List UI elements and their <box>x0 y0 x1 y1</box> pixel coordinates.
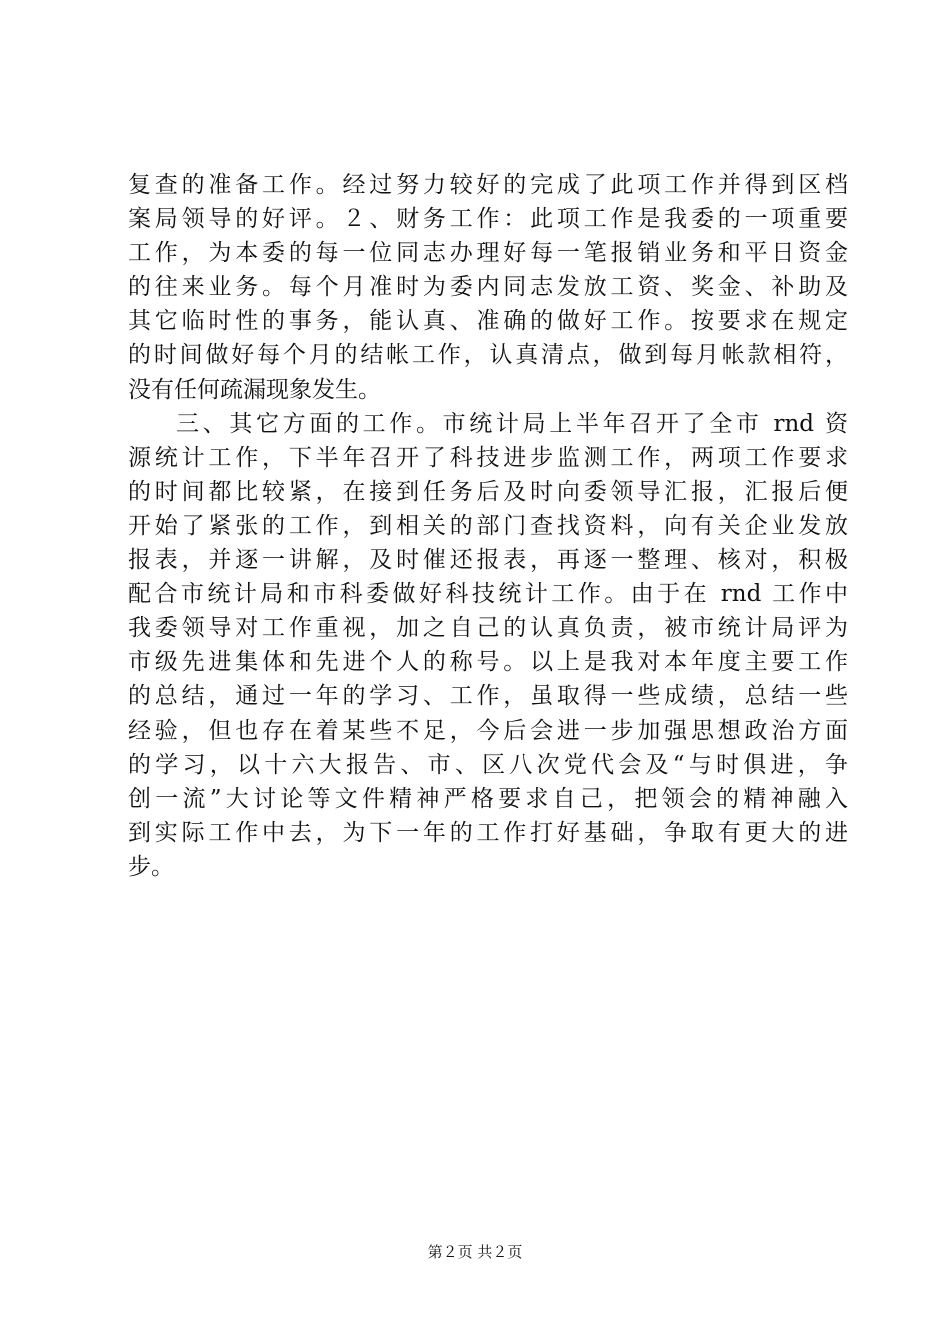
body-line: 开始了紧张的工作，到相关的部门查找资料，向有关企业发放 <box>128 512 848 539</box>
page-footer: 第２页 共２页 <box>427 1243 523 1261</box>
body-line: 的时间都比较紧，在接到任务后及时向委领导汇报，汇报后便 <box>128 478 848 505</box>
body-line: 复查的准备工作。经过努力较好的完成了此项工作并得到区档 <box>128 172 848 198</box>
body-line: 案局领导的好评。２、财务工作：此项工作是我委的一项重要 <box>128 206 848 233</box>
body-line: 到实际工作中去，为下一年的工作打好基础，争取有更大的进 <box>128 819 848 846</box>
body-line: 的往来业务。每个月准时为委内同志发放工资、奖金、补助及 <box>128 274 848 301</box>
body-line: 没有任何疏漏现象发生。 <box>128 376 381 403</box>
body-line: 源统计工作，下半年召开了科技进步监测工作，两项工作要求 <box>128 444 848 471</box>
body-line: 步。 <box>128 853 174 880</box>
body-line: 创一流”大讨论等文件精神严格要求自己，把领会的精神融入 <box>128 785 848 812</box>
body-line: 的时间做好每个月的结帐工作，认真清点，做到每月帐款相符， <box>128 342 848 369</box>
body-line: 工作，为本委的每一位同志办理好每一笔报销业务和平日资金 <box>128 240 848 267</box>
body-line: 配合市统计局和市科委做好科技统计工作。由于在 rnd 工作中 <box>128 581 848 608</box>
body-line: 报表，并逐一讲解，及时催还报表，再逐一整理、核对，积极 <box>128 547 848 574</box>
body-line: 市级先进集体和先进个人的称号。以上是我对本年度主要工作 <box>128 649 848 676</box>
body-line: 其它临时性的事务，能认真、准确的做好工作。按要求在规定 <box>128 308 848 335</box>
body-line: 的总结，通过一年的学习、工作，虽取得一些成绩，总结一些 <box>128 683 848 710</box>
paragraph-start-line: 三、其它方面的工作。市统计局上半年召开了全市 rnd 资 <box>176 410 848 437</box>
body-line: 的学习，以十六大报告、市、区八次党代会及“与时俱进，争 <box>128 751 848 778</box>
document-body <box>128 168 848 884</box>
body-line: 经验，但也存在着某些不足，今后会进一步加强思想政治方面 <box>128 717 848 744</box>
body-line: 我委领导对工作重视，加之自己的认真负责，被市统计局评为 <box>128 615 848 642</box>
